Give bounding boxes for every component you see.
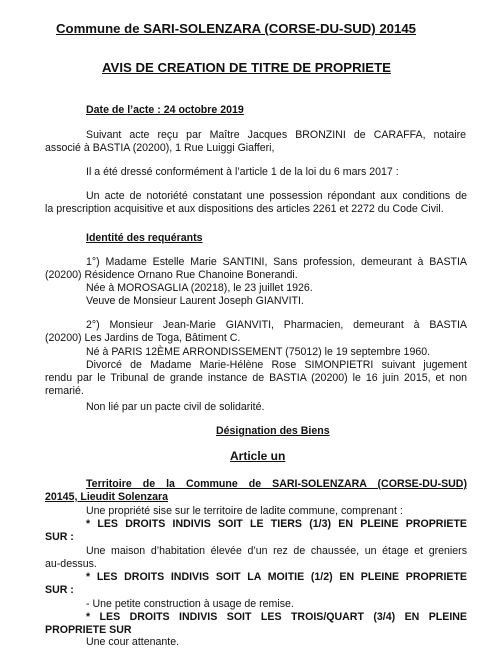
territoire-line-1: Territoire de la Commune de SARI-SOLENZARA (CORSE-DU-SUD) [86, 478, 467, 490]
avis-title: AVIS DE CREATION DE TITRE DE PROPRIETE [102, 60, 391, 75]
requerant-2-line-3: Né à PARIS 12ÈME ARRONDISSEMENT (75012) le 19 septembre 1960. [86, 346, 431, 358]
requerant-2-line-4: Divorcé de Madame Marie-Hélène Rose SIMONPIETRI suivant jugement [86, 359, 467, 371]
article-heading: Article un [230, 449, 286, 463]
requerant-2-line-2: (20200) Les Jardins de Toga, Bâtiment C. [45, 332, 241, 344]
biens-line-10: PROPRIETE SUR [45, 624, 132, 636]
biens-line-1: Une propriété sise sur le territoire de ladite commune, comprenant : [86, 505, 403, 517]
biens-line-11: Une cour attenante. [86, 636, 180, 648]
requerant-2-line-6: remarié. [45, 385, 84, 397]
acte-paragraph-line-1: Suivant acte reçu par Maître Jacques BRONZINI de CARAFFA, notaire [86, 129, 466, 141]
biens-line-9: * LES DROITS INDIVIS SOIT LES TROIS/QUART (3/4) EN PLEINE [86, 611, 467, 623]
biens-line-7: SUR : [45, 584, 74, 596]
identite-heading: Identité des requérants [86, 232, 203, 244]
biens-line-2: * LES DROITS INDIVIS SOIT LE TIERS (1/3) EN PLEINE PROPRIETE [86, 518, 467, 530]
date-acte: Date de l’acte : 24 octobre 2019 [86, 104, 244, 116]
biens-line-3: SUR : [45, 531, 74, 543]
territoire-line-2: 20145, Lieudit Solenzara [45, 491, 169, 503]
biens-line-4: Une maison d’habitation élevée d’un rez de chaussée, un étage et greniers [86, 545, 467, 557]
notoriete-line-1: Un acte de notoriété constatant une possession répondant aux conditions de [86, 190, 467, 202]
commune-title: Commune de SARI-SOLENZARA (CORSE-DU-SUD) 20145 [56, 21, 417, 36]
requerant-2-line-1: 2°) Monsieur Jean-Marie GIANVITI, Pharmacien, demeurant à BASTIA [86, 319, 467, 331]
biens-line-6: * LES DROITS INDIVIS SOIT LA MOITIE (1/2) EN PLEINE PROPRIETE [86, 571, 467, 583]
requerant-1-line-3: Née à MOROSAGLIA (20218), le 23 juillet 1926. [86, 282, 313, 294]
requerant-1-line-4: Veuve de Monsieur Laurent Joseph GIANVITI. [86, 295, 304, 307]
loi-paragraph: Il a été dressé conformément à l’article 1 de la loi du 6 mars 2017 : [86, 166, 399, 178]
requerant-1-line-1: 1°) Madame Estelle Marie SANTINI, Sans profession, demeurant à BASTIA [86, 256, 467, 268]
designation-heading: Désignation des Biens [216, 425, 330, 437]
requerant-1-line-2: (20200) Résidence Ornano Rue Chanoine Bonerandi. [45, 269, 298, 281]
notoriete-line-2: la prescription acquisitive et aux dispositions des articles 2261 et 2272 du Code Civil. [45, 203, 444, 215]
acte-paragraph-line-2: associé à BASTIA (20200), 1 Rue Luiggi Giafferi, [45, 142, 275, 154]
biens-line-8: - Une petite construction à usage de remise. [86, 598, 294, 610]
requerant-2-line-5: rendu par le Tribunal de grande instance de BASTIA (20200) le 16 juin 2015, et non [45, 372, 467, 384]
requerant-2-line-7: Non lié par un pacte civil de solidarité. [86, 401, 265, 413]
biens-line-5: au-dessus. [45, 558, 97, 570]
